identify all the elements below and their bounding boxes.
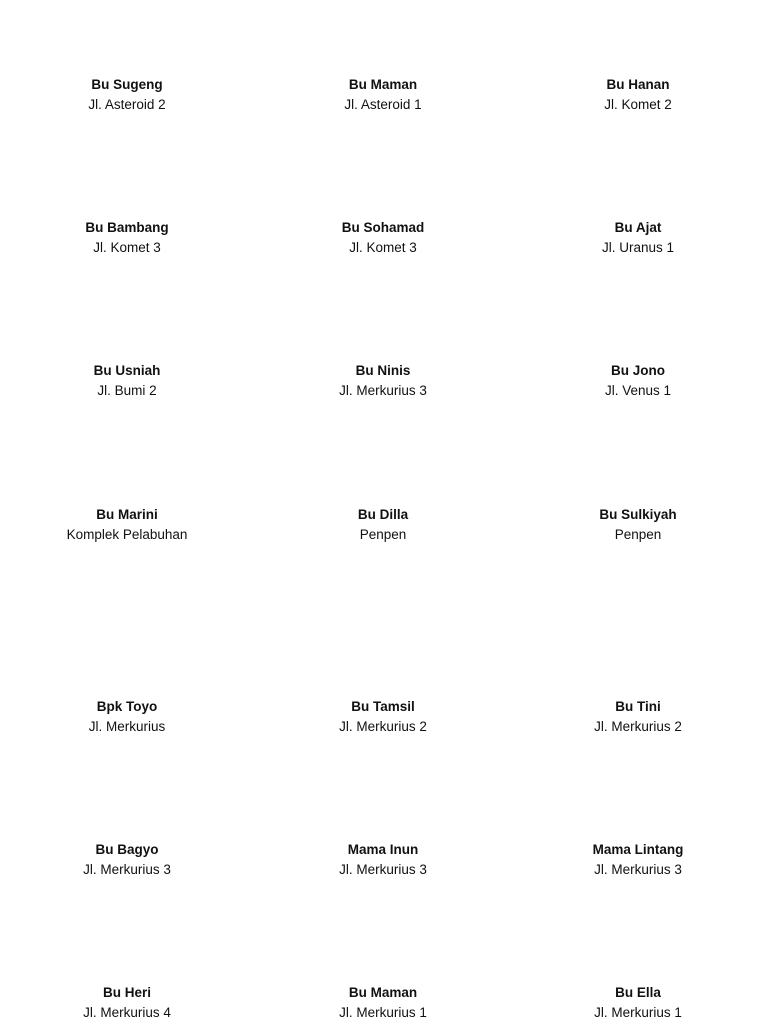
address-label	[263, 218, 503, 258]
recipient-address: Komplek Pelabuhan	[66, 527, 188, 542]
recipient-name: Bu Tamsil	[351, 699, 415, 714]
recipient-name: Mama Inun	[347, 842, 419, 857]
address-label	[518, 983, 758, 1023]
recipient-name: Bpk Toyo	[96, 699, 158, 714]
recipient-name: Bu Bagyo	[95, 842, 159, 857]
address-label	[263, 983, 503, 1023]
recipient-name: Bu Marini	[96, 507, 158, 522]
address-label	[7, 983, 247, 1023]
recipient-address: Jl. Uranus 1	[601, 240, 675, 255]
recipient-name: Bu Maman	[348, 985, 418, 1000]
recipient-address: Jl. Merkurius 3	[83, 862, 171, 877]
address-label	[7, 697, 247, 737]
address-label	[518, 505, 758, 545]
recipient-name: Bu Tini	[615, 699, 661, 714]
recipient-name: Bu Ella	[615, 985, 661, 1000]
recipient-name: Bu Dilla	[357, 507, 409, 522]
recipient-address: Jl. Merkurius 3	[594, 862, 682, 877]
address-label	[7, 840, 247, 880]
address-label	[263, 697, 503, 737]
recipient-address: Jl. Venus 1	[604, 383, 672, 398]
recipient-address: Jl. Merkurius 2	[339, 719, 427, 734]
recipient-name: Bu Sugeng	[91, 77, 163, 92]
recipient-address: Jl. Komet 2	[604, 97, 672, 112]
recipient-address: Jl. Komet 3	[349, 240, 417, 255]
address-label	[263, 505, 503, 545]
recipient-name: Bu Bambang	[85, 220, 169, 235]
recipient-name: Bu Sohamad	[341, 220, 425, 235]
recipient-name: Bu Ninis	[355, 363, 411, 378]
address-label	[518, 361, 758, 401]
recipient-address: Jl. Merkurius 1	[339, 1005, 427, 1020]
recipient-name: Bu Jono	[611, 363, 665, 378]
recipient-name: Bu Maman	[348, 77, 418, 92]
address-label	[7, 218, 247, 258]
recipient-name: Bu Usniah	[93, 363, 161, 378]
recipient-name: Bu Hanan	[606, 77, 670, 92]
recipient-name: Bu Sulkiyah	[599, 507, 677, 522]
address-label	[263, 361, 503, 401]
recipient-address: Jl. Asteroid 2	[88, 97, 166, 112]
recipient-name: Bu Heri	[102, 985, 151, 1000]
address-label	[518, 75, 758, 115]
recipient-address: Jl. Asteroid 1	[344, 97, 422, 112]
recipient-address: Jl. Merkurius 1	[594, 1005, 682, 1020]
recipient-address: Penpen	[614, 527, 662, 542]
recipient-address: Jl. Merkurius	[88, 719, 166, 734]
recipient-address: Jl. Komet 3	[93, 240, 161, 255]
address-label	[263, 840, 503, 880]
recipient-address: Jl. Merkurius 3	[339, 862, 427, 877]
recipient-address: Jl. Bumi 2	[97, 383, 157, 398]
address-label	[518, 218, 758, 258]
recipient-address: Penpen	[359, 527, 407, 542]
address-label	[7, 505, 247, 545]
recipient-address: Jl. Merkurius 3	[339, 383, 427, 398]
recipient-address: Jl. Merkurius 4	[83, 1005, 171, 1020]
recipient-name: Bu Ajat	[614, 220, 662, 235]
address-label	[263, 75, 503, 115]
address-label	[518, 840, 758, 880]
address-label	[518, 697, 758, 737]
address-label	[7, 361, 247, 401]
address-label	[7, 75, 247, 115]
recipient-name: Mama Lintang	[592, 842, 684, 857]
recipient-address: Jl. Merkurius 2	[594, 719, 682, 734]
